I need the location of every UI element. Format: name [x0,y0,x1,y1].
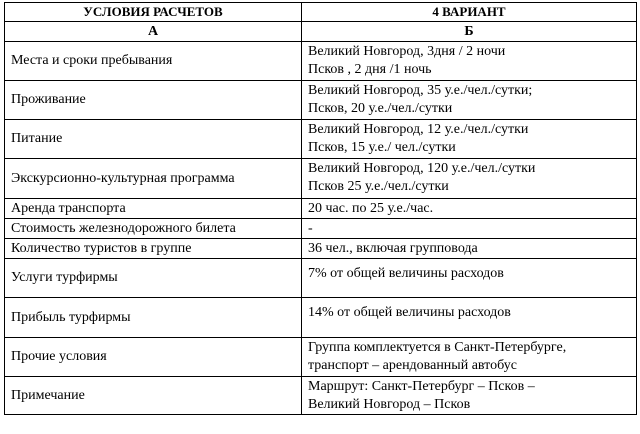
value-line: 36 чел., включая групповода [308,241,478,256]
header-variant: 4 ВАРИАНТ [302,3,637,22]
condition-label: Услуги турфирмы [5,259,302,298]
value-line: - [308,221,313,236]
condition-label: Аренда транспорта [5,199,302,219]
condition-value [302,42,637,81]
table-row [5,120,637,159]
value-line: Псков 25 у.е./чел./сутки [308,179,449,194]
table-row [5,81,637,120]
table-row [5,338,637,377]
value-line: Группа комплектуется в Санкт-Петербурге, [308,340,567,355]
table-row [5,259,637,298]
header-letter-a: А [5,22,302,42]
table-row [5,159,637,199]
table-row [5,199,637,219]
value-line: 7% от общей величины расходов [308,266,504,281]
header-conditions: УСЛОВИЯ РАСЧЕТОВ [5,3,302,22]
condition-value [302,259,637,298]
table-row [5,42,637,81]
conditions-table [4,2,637,415]
table-header [5,3,637,42]
header-row [5,3,637,22]
value-line: Псков , 2 дня /1 ночь [308,62,432,77]
condition-value [302,120,637,159]
condition-value [302,199,637,219]
table-row [5,298,637,338]
letter-row [5,22,637,42]
condition-value [302,239,637,259]
value-line: Великий Новгород, 120 у.е./чел./сутки [308,161,536,176]
condition-label: Прочие условия [5,338,302,377]
value-line: Псков, 15 у.е./ чел./сутки [308,140,456,155]
value-line: Великий Новгород, 35 у.е./чел./сутки; [308,83,533,98]
header-letter-b: Б [302,22,637,42]
value-line: транспорт – арендованный автобус [308,358,517,373]
condition-value [302,219,637,239]
condition-label: Проживание [5,81,302,120]
condition-value [302,81,637,120]
value-line: 20 час. по 25 у.е./час. [308,201,434,216]
table-row [5,377,637,415]
table-body [5,42,637,415]
value-line: Великий Новгород – Псков [308,397,471,412]
condition-label: Стоимость железнодорожного билета [5,219,302,239]
value-line: Великий Новгород, 3дня / 2 ночи [308,44,506,59]
condition-label: Прибыль турфирмы [5,298,302,338]
value-line: Великий Новгород, 12 у.е./чел./сутки [308,122,529,137]
condition-value [302,338,637,377]
condition-label: Примечание [5,377,302,415]
value-line: 14% от общей величины расходов [308,305,511,320]
value-line: Псков, 20 у.е./чел./сутки [308,101,453,116]
value-line: Маршрут: Санкт-Петербург – Псков – [308,379,535,394]
condition-value [302,298,637,338]
condition-label: Экскурсионно-культурная программа [5,159,302,199]
condition-value [302,377,637,415]
condition-value [302,159,637,199]
condition-label: Места и сроки пребывания [5,42,302,81]
table-row [5,239,637,259]
condition-label: Питание [5,120,302,159]
table-row [5,219,637,239]
condition-label: Количество туристов в группе [5,239,302,259]
